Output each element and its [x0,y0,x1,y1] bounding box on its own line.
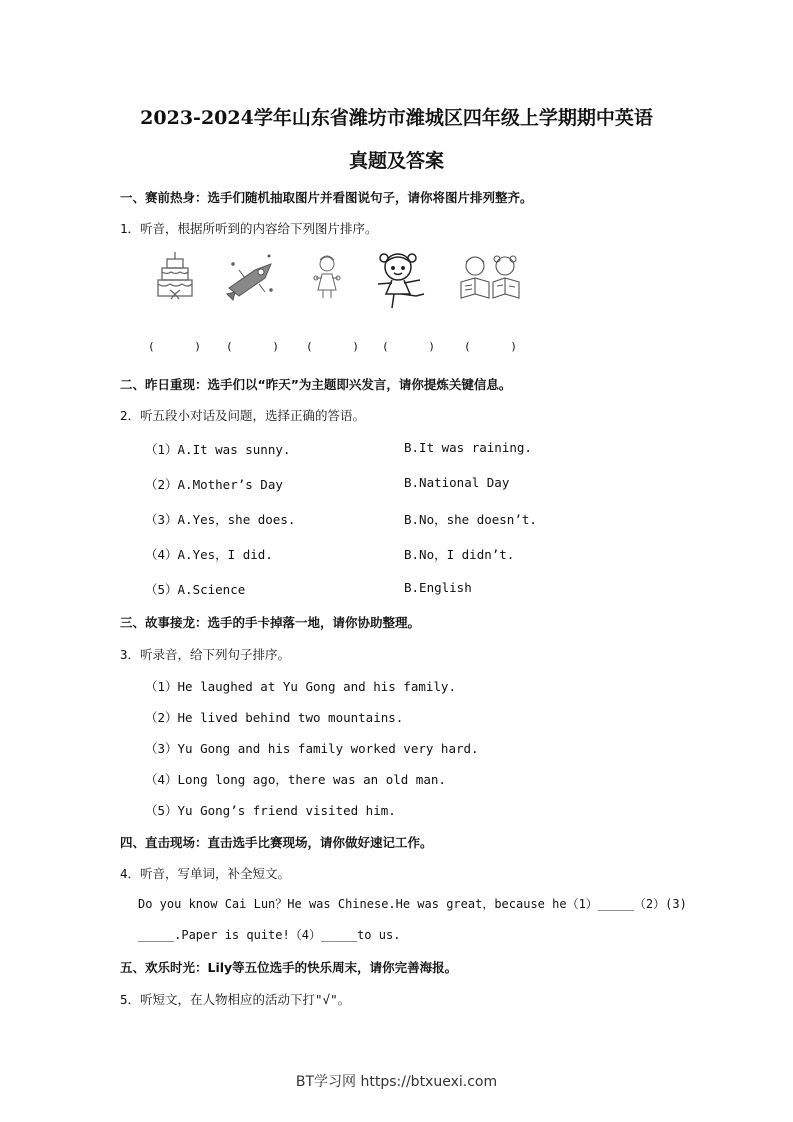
option-4a: （4）A.Yes，I did. [145,547,273,562]
birthday-cake-icon [150,250,200,302]
section-1-heading: 一、赛前热身：选手们随机抽取图片并看图说句子，请你将图片排列整齐。 [120,190,533,205]
option-3b: B.No，she doesn’t. [404,512,537,527]
section-3-heading: 三、故事接龙：选手的手卡掉落一地，请你协助整理。 [120,615,421,630]
footer-watermark: BT学习网 https://btxuexi.com [295,1074,498,1090]
option-1a: （1）A.It was sunny. [145,442,291,457]
option-5b: B.English [404,580,472,595]
sentence-4: （4）Long long ago，there was an old man. [145,772,446,787]
sentence-1: （1）He laughed at Yu Gong and his family. [145,679,456,694]
option-2a: （2）A.Mother’s Day [145,477,283,492]
option-3a: （3）A.Yes，she does. [145,512,296,527]
answer-blank-2[interactable]: ( ) [226,340,279,353]
question-5: 5．听短文，在人物相应的活动下打"√"。 [120,992,351,1007]
section-4-heading: 四、直击现场：直击选手比赛现场，请你做好速记工作。 [120,835,433,850]
answer-blank-5[interactable]: ( ) [464,340,517,353]
passage-line-1: Do you know Cai Lun？He was Chinese.He was great，because he（1）_____（2）(3) [138,897,687,911]
sentence-3: （3）Yu Gong and his family worked very hard. [145,741,479,756]
question-1: 1．听音，根据所听到的内容给下列图片排序。 [120,221,378,236]
question-4: 4．听音，写单词，补全短文。 [120,866,291,881]
sentence-2: （2）He lived behind two mountains. [145,710,404,725]
option-4b: B.No，I didn’t. [404,547,515,562]
option-5a: （5）A.Science [145,582,246,597]
question-3: 3．听录音，给下列句子排序。 [120,647,291,662]
children-reading-icon [455,250,527,306]
girl-with-flowers-icon [312,250,342,302]
answer-blank-3[interactable]: ( ) [306,340,359,353]
passage-line-2: _____.Paper is quite!（4）_____to us. [138,928,401,942]
answer-blank-4[interactable]: ( ) [382,340,435,353]
page-title: 2023-2024学年山东省潍坊市潍城区四年级上学期期中英语 [140,107,653,129]
page-title-line2: 真题及答案 [348,150,444,172]
sentence-5: （5）Yu Gong’s friend visited him. [145,803,396,818]
spaceship-icon [225,250,277,302]
option-2b: B.National Day [404,475,510,490]
option-1b: B.It was raining. [404,440,532,455]
dancing-girl-icon [372,250,428,312]
section-2-heading: 二、昨日重现：选手们以“昨天”为主题即兴发言，请你提炼关键信息。 [120,377,512,392]
question-2: 2．听五段小对话及问题，选择正确的答语。 [120,408,366,423]
section-5-heading: 五、欢乐时光：Lily等五位选手的快乐周末，请你完善海报。 [120,960,458,975]
answer-blank-1[interactable]: ( ) [148,340,201,353]
